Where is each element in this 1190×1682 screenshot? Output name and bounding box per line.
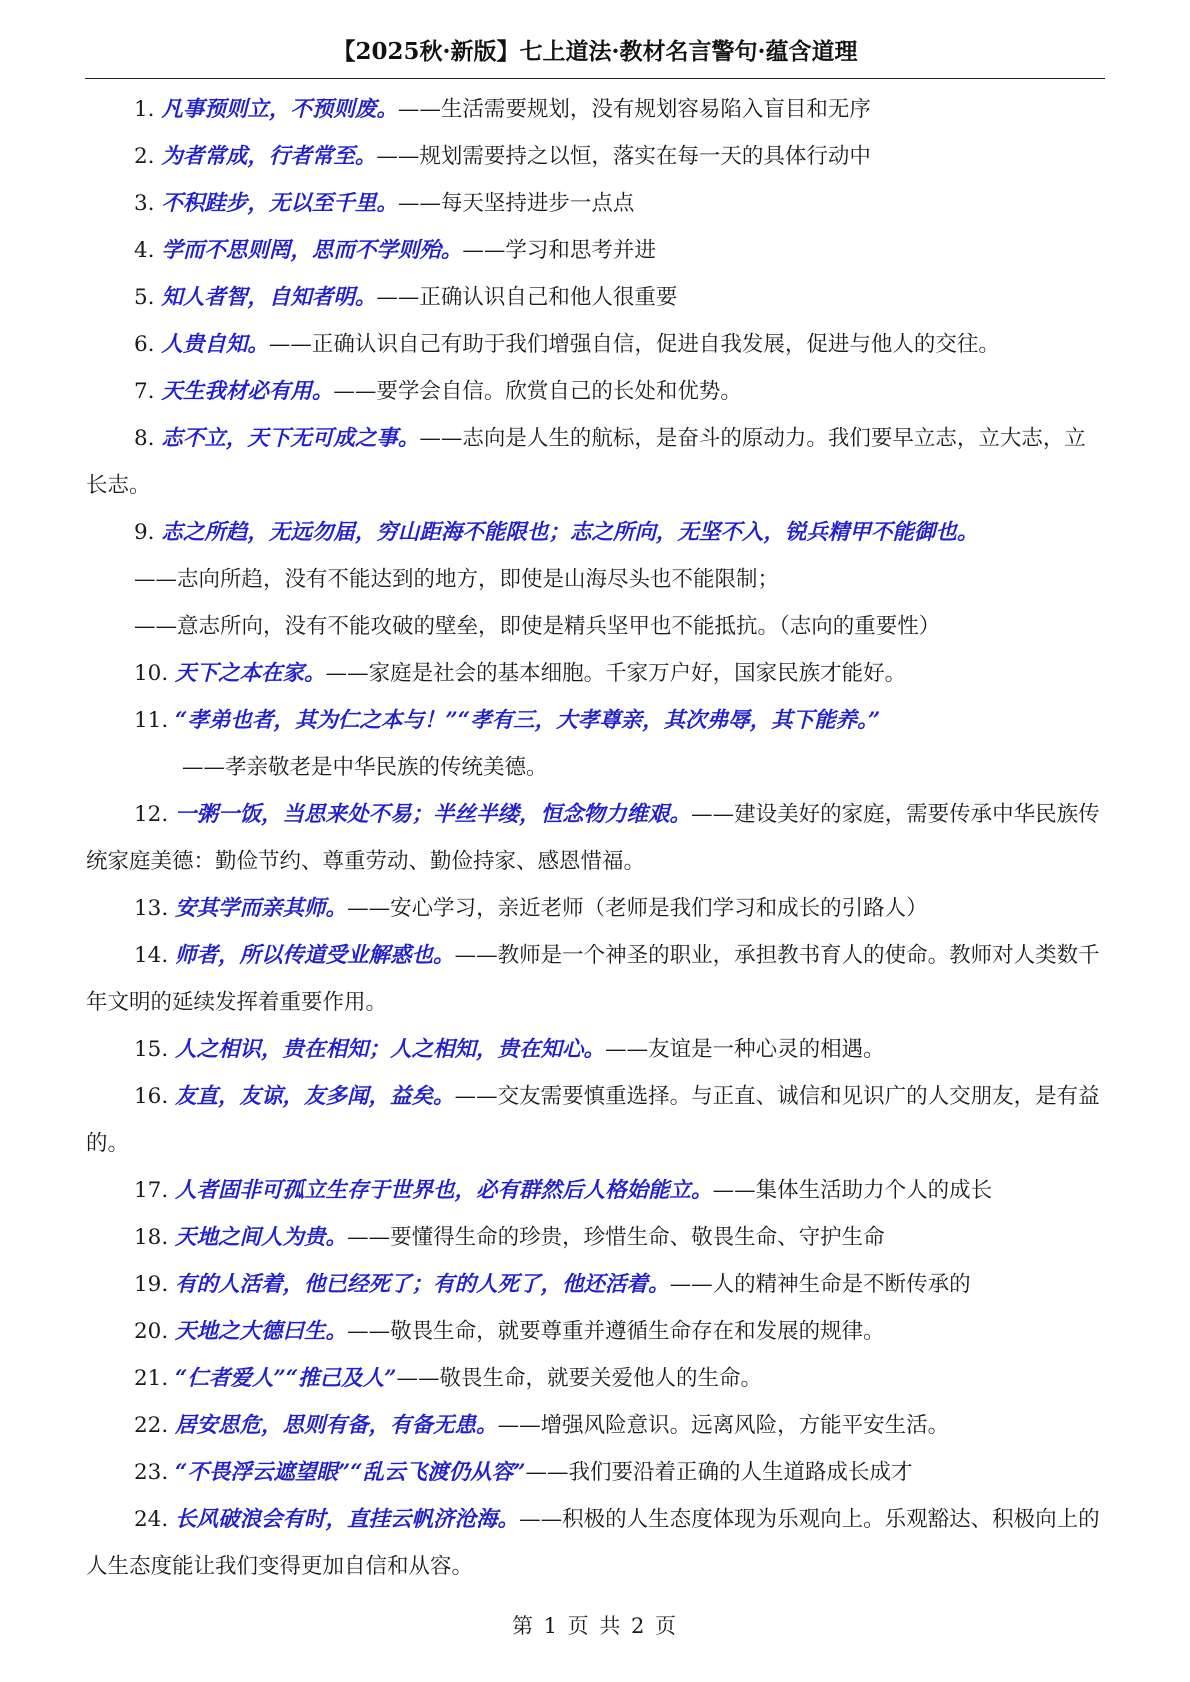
item-explanation: ——正确认识自己和他人很重要 [376, 285, 678, 310]
item-sub-explanation: ——志向所趋，没有不能达到的地方，即使是山海尽头也不能限制； [134, 567, 780, 592]
item-number: 22. [134, 1413, 169, 1438]
item-number: 6. [134, 332, 155, 357]
item-number: 12. [134, 802, 169, 827]
item-quote: 不积跬步，无以至千里。 [161, 191, 398, 216]
item-explanation: ——交友需要慎重选择。与正直、诚信和见识广的人交朋友，是有益的。 [86, 1084, 1100, 1156]
item-quote: 人之相识，贵在相知；人之相知，贵在知心。 [175, 1037, 606, 1062]
item-quote: “不畏浮云遮望眼”“乱云飞渡仍从容” [175, 1460, 526, 1485]
item-number: 5. [134, 285, 155, 310]
header-divider [85, 78, 1105, 79]
list-item [86, 697, 1106, 744]
item-explanation: ——增强风险意识。远离风险，方能平安生活。 [497, 1413, 950, 1438]
item-sub-explanation: ——孝亲敬老是中华民族的传统美德。 [182, 755, 548, 780]
list-item [86, 1355, 1106, 1402]
item-explanation: ——要学会自信。欣赏自己的长处和优势。 [333, 379, 742, 404]
item-quote: 长风破浪会有时，直挂云帆济沧海。 [175, 1507, 520, 1532]
item-explanation: ——规划需要持之以恒，落实在每一天的具体行动中 [376, 144, 871, 169]
item-number: 13. [134, 896, 169, 921]
item-explanation: ——志向是人生的航标，是奋斗的原动力。我们要早立志，立大志，立长志。 [86, 426, 1086, 498]
item-quote: 天地之间人为贵。 [175, 1225, 348, 1250]
item-number: 21. [134, 1366, 169, 1391]
list-item [86, 1261, 1106, 1308]
item-explanation: ——我们要沿着正确的人生道路成长成才 [525, 1460, 913, 1485]
item-number: 3. [134, 191, 155, 216]
item-quote: 天下之本在家。 [175, 661, 326, 686]
item-number: 16. [134, 1084, 169, 1109]
item-quote: 人贵自知。 [161, 332, 269, 357]
list-item [86, 1214, 1106, 1261]
list-item [86, 509, 1106, 556]
list-item [86, 86, 1106, 133]
item-quote: 志之所趋，无远勿届，穷山距海不能限也；志之所向，无坚不入，锐兵精甲不能御也。 [161, 520, 979, 545]
item-explanation: ——安心学习，亲近老师（老师是我们学习和成长的引路人） [347, 896, 928, 921]
item-quote: 友直，友谅，友多闻，益矣。 [175, 1084, 455, 1109]
item-quote: 有的人活着，他已经死了；有的人死了，他还活着。 [175, 1272, 670, 1297]
item-explanation: ——建设美好的家庭，需要传承中华民族传统家庭美德：勤俭节约、尊重劳动、勤俭持家、感恩惜福。 [86, 802, 1100, 874]
item-number: 1. [134, 97, 155, 122]
list-item [86, 1402, 1106, 1449]
item-quote: 知人者智，自知者明。 [161, 285, 377, 310]
item-number: 11. [134, 708, 169, 733]
item-number: 19. [134, 1272, 169, 1297]
item-quote: “仁者爱人”“推己及人” [175, 1366, 397, 1391]
item-explanation: ——敬畏生命，就要尊重并遵循生命存在和发展的规律。 [347, 1319, 885, 1344]
item-number: 20. [134, 1319, 169, 1344]
list-item [86, 932, 1106, 1026]
item-quote: “孝弟也者，其为仁之本与！”“孝有三，大孝尊亲，其次弗辱，其下能养。” [175, 708, 881, 733]
item-number: 18. [134, 1225, 169, 1250]
list-item [86, 650, 1106, 697]
item-number: 23. [134, 1460, 169, 1485]
item-explanation: ——每天坚持进步一点点 [397, 191, 635, 216]
item-explanation: ——生活需要规划，没有规划容易陷入盲目和无序 [397, 97, 871, 122]
item-sub-explanation: ——意志所向，没有不能攻破的壁垒，即使是精兵坚甲也不能抵抗。（志向的重要性） [134, 614, 941, 639]
item-explanation: ——教师是一个神圣的职业，承担教书育人的使命。教师对人类数千年文明的延续发挥着重要作用。 [86, 943, 1100, 1015]
list-item [86, 227, 1106, 274]
item-number: 9. [134, 520, 155, 545]
item-explanation: ——正确认识自己有助于我们增强自信，促进自我发展，促进与他人的交往。 [268, 332, 1000, 357]
item-number: 10. [134, 661, 169, 686]
item-number: 14. [134, 943, 169, 968]
quote-list [86, 86, 1106, 1590]
list-item [86, 368, 1106, 415]
list-item [86, 1026, 1106, 1073]
item-explanation: ——人的精神生命是不断传承的 [669, 1272, 971, 1297]
item-number: 2. [134, 144, 155, 169]
list-item [86, 1308, 1106, 1355]
list-item [86, 133, 1106, 180]
item-quote: 安其学而亲其师。 [175, 896, 348, 921]
item-quote: 师者，所以传道受业解惑也。 [175, 943, 455, 968]
list-item [86, 274, 1106, 321]
list-item [86, 321, 1106, 368]
item-number: 24. [134, 1507, 169, 1532]
list-item [86, 1073, 1106, 1167]
list-item [86, 791, 1106, 885]
item-quote: 人者固非可孤立生存于世界也，必有群然后人格始能立。 [175, 1178, 713, 1203]
item-explanation: ——敬畏生命，就要关爱他人的生命。 [396, 1366, 763, 1391]
item-number: 15. [134, 1037, 169, 1062]
item-number: 8. [134, 426, 155, 451]
item-number: 17. [134, 1178, 169, 1203]
item-quote: 凡事预则立，不预则废。 [161, 97, 398, 122]
item-quote: 志不立，天下无可成之事。 [161, 426, 420, 451]
item-quote: 学而不思则罔，思而不学则殆。 [161, 238, 463, 263]
list-item [86, 885, 1106, 932]
item-explanation: ——学习和思考并进 [462, 238, 656, 263]
item-quote: 居安思危，思则有备，有备无患。 [175, 1413, 498, 1438]
item-number: 4. [134, 238, 155, 263]
item-explanation: ——集体生活助力个人的成长 [712, 1178, 993, 1203]
item-explanation: ——家庭是社会的基本细胞。千家万户好，国家民族才能好。 [325, 661, 907, 686]
list-item [86, 415, 1106, 509]
item-explanation: ——积极的人生态度体现为乐观向上。乐观豁达、积极向上的人生态度能让我们变得更加自信和从容。 [86, 1507, 1100, 1579]
page-header-title: 【2025秋·新版】七上道法·教材名言警句·蕴含道理 [332, 38, 858, 65]
item-explanation: ——友谊是一种心灵的相遇。 [605, 1037, 885, 1062]
item-quote: 天地之大德曰生。 [175, 1319, 348, 1344]
list-item [86, 180, 1106, 227]
page-number: 第 1 页 共 2 页 [511, 1614, 679, 1638]
item-number: 7. [134, 379, 155, 404]
item-quote: 为者常成，行者常至。 [161, 144, 377, 169]
list-item [86, 1449, 1106, 1496]
list-item [86, 1167, 1106, 1214]
list-item [86, 1496, 1106, 1590]
item-quote: 一粥一饭，当思来处不易；半丝半缕，恒念物力维艰。 [175, 802, 692, 827]
item-quote: 天生我材必有用。 [161, 379, 334, 404]
item-explanation: ——要懂得生命的珍贵，珍惜生命、敬畏生命、守护生命 [347, 1225, 885, 1250]
